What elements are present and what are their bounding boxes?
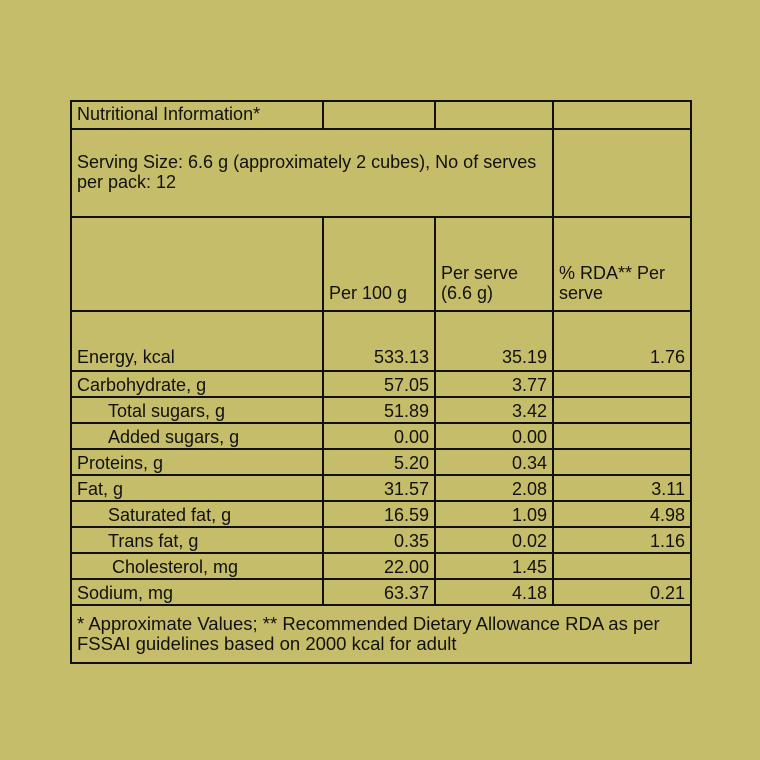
value-per-100g: 0.00 <box>323 423 435 449</box>
table-row <box>71 371 691 397</box>
footnote-row <box>71 605 691 663</box>
nutrient-label: Energy, kcal <box>71 311 323 371</box>
header-row <box>71 217 691 311</box>
empty-header-cell <box>71 217 323 311</box>
nutrition-table <box>70 100 692 664</box>
nutrient-label: Proteins, g <box>71 449 323 475</box>
value-per-serve: 2.08 <box>435 475 553 501</box>
nutrient-label: Added sugars, g <box>71 423 323 449</box>
table-row <box>71 553 691 579</box>
empty-cell <box>435 101 553 129</box>
value-rda <box>553 553 691 579</box>
table-row <box>71 449 691 475</box>
value-per-100g: 57.05 <box>323 371 435 397</box>
value-rda: 3.11 <box>553 475 691 501</box>
value-per-serve: 1.09 <box>435 501 553 527</box>
table-row <box>71 423 691 449</box>
value-per-100g: 63.37 <box>323 579 435 605</box>
value-rda <box>553 423 691 449</box>
value-rda: 4.98 <box>553 501 691 527</box>
header-rda: % RDA** Per serve <box>553 217 691 311</box>
serving-row <box>71 129 691 217</box>
header-per-serve: Per serve (6.6 g) <box>435 217 553 311</box>
value-per-100g: 0.35 <box>323 527 435 553</box>
table-row <box>71 501 691 527</box>
value-rda: 1.16 <box>553 527 691 553</box>
value-per-serve: 1.45 <box>435 553 553 579</box>
footnote: * Approximate Values; ** Recommended Dietary Allowance RDA as per FSSAI guidelines based on 2000 kcal for adult <box>71 605 691 663</box>
value-per-serve: 0.34 <box>435 449 553 475</box>
empty-cell <box>323 101 435 129</box>
value-per-serve: 0.00 <box>435 423 553 449</box>
value-rda: 0.21 <box>553 579 691 605</box>
value-per-100g: 51.89 <box>323 397 435 423</box>
value-per-100g: 533.13 <box>323 311 435 371</box>
value-per-100g: 16.59 <box>323 501 435 527</box>
nutrient-label: Cholesterol, mg <box>71 553 323 579</box>
table-row <box>71 579 691 605</box>
value-per-serve: 0.02 <box>435 527 553 553</box>
nutrient-label: Fat, g <box>71 475 323 501</box>
serving-info: Serving Size: 6.6 g (approximately 2 cubes), No of serves per pack: 12 <box>71 129 553 217</box>
value-rda <box>553 371 691 397</box>
nutrient-label: Total sugars, g <box>71 397 323 423</box>
value-rda <box>553 449 691 475</box>
value-per-serve: 3.77 <box>435 371 553 397</box>
table-title: Nutritional Information* <box>71 101 323 129</box>
empty-cell <box>553 101 691 129</box>
value-per-100g: 5.20 <box>323 449 435 475</box>
value-rda <box>553 397 691 423</box>
nutrient-label: Saturated fat, g <box>71 501 323 527</box>
table-row <box>71 397 691 423</box>
value-per-serve: 35.19 <box>435 311 553 371</box>
table-row <box>71 311 691 371</box>
nutrient-label: Carbohydrate, g <box>71 371 323 397</box>
nutrient-label: Sodium, mg <box>71 579 323 605</box>
value-per-100g: 22.00 <box>323 553 435 579</box>
header-per-100g: Per 100 g <box>323 217 435 311</box>
nutrient-label: Trans fat, g <box>71 527 323 553</box>
value-per-serve: 3.42 <box>435 397 553 423</box>
value-rda: 1.76 <box>553 311 691 371</box>
table-row <box>71 475 691 501</box>
title-row <box>71 101 691 129</box>
value-per-serve: 4.18 <box>435 579 553 605</box>
value-per-100g: 31.57 <box>323 475 435 501</box>
table-row <box>71 527 691 553</box>
empty-cell <box>553 129 691 217</box>
